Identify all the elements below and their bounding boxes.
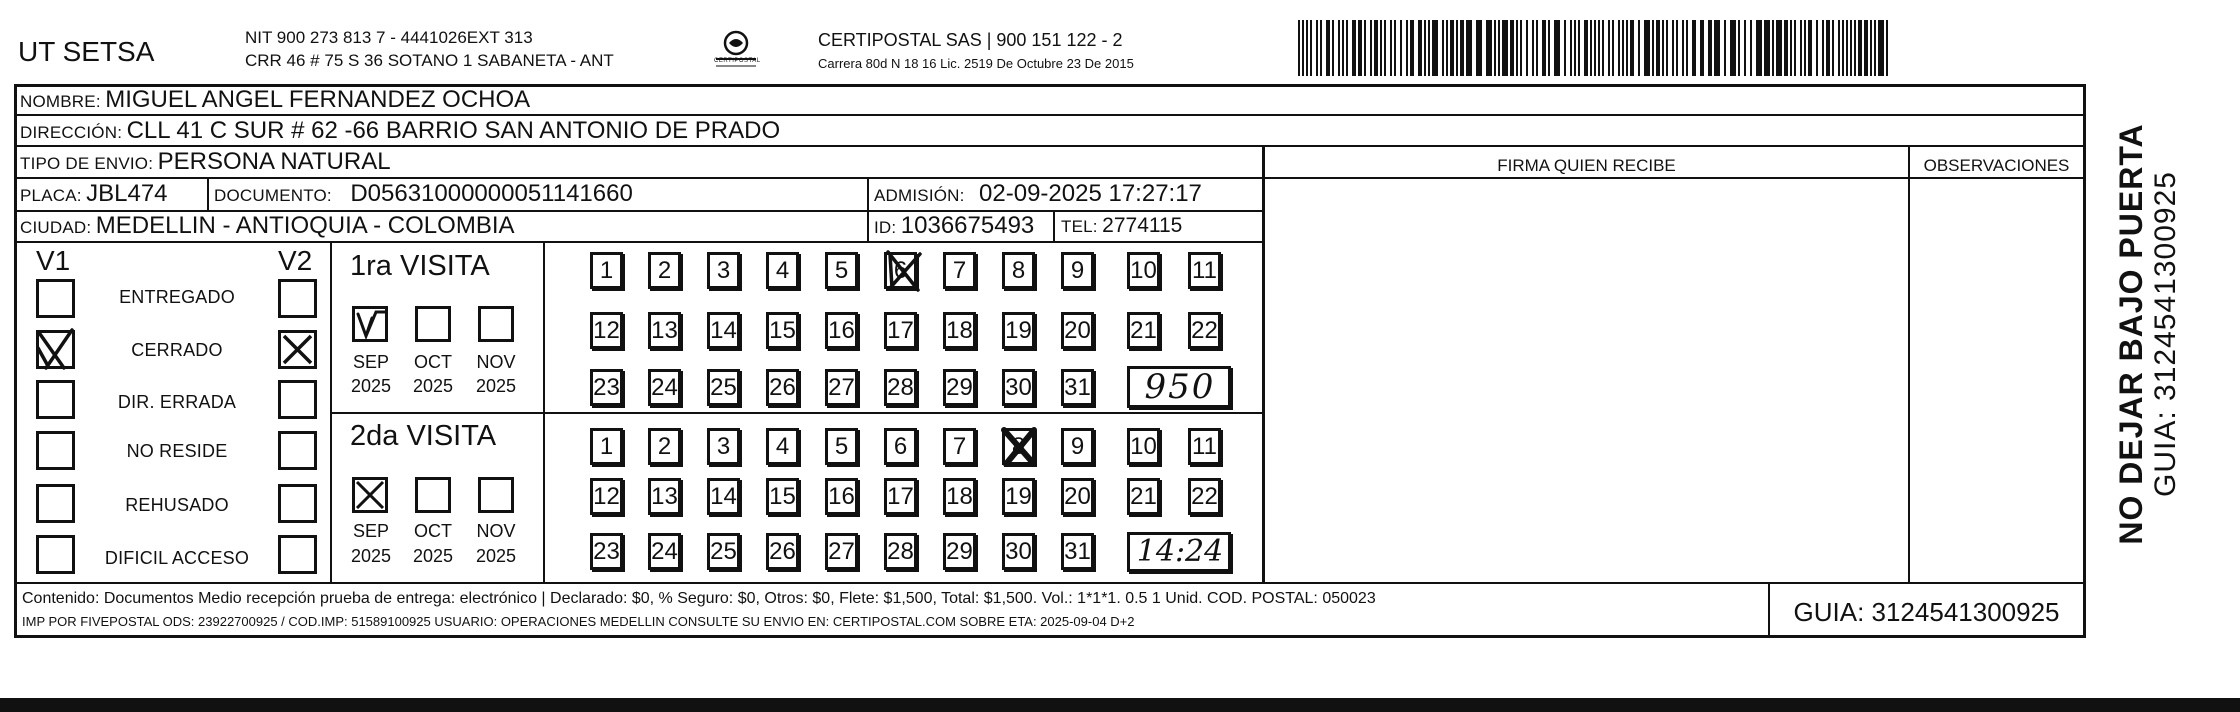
nombre-label: NOMBRE: [20,92,101,111]
placa-label: PLACA: [20,186,82,205]
barcode [1298,20,1894,78]
bottom-edge-band [0,698,2240,712]
visit-2-day-29[interactable]: 29 [943,533,976,570]
visit-1-sep-mark [352,306,392,344]
visit-1-day-4[interactable]: 4 [766,252,799,289]
tel-label: TEL: [1061,217,1098,236]
visit-1-day-13[interactable]: 13 [648,312,681,349]
visit-1-day-8[interactable]: 8 [1002,252,1035,289]
visit-2-day-15[interactable]: 15 [766,478,799,515]
visit-1-month-oct: OCT [414,352,452,372]
visit-1-day-22[interactable]: 22 [1188,312,1221,349]
admision-field [874,180,1202,208]
v2-cerrado-mark [278,330,317,369]
visit-1-day-3[interactable]: 3 [707,252,740,289]
visit-2-day-9[interactable]: 9 [1061,428,1094,465]
visit-2-day-4[interactable]: 4 [766,428,799,465]
visit-1-title: 1ra VISITA [350,250,490,282]
visit-1-year-nov: 2025 [475,376,517,396]
shipment-type: PERSONA NATURAL [157,148,391,175]
certipostal-logo [706,26,766,72]
visit-2-day-16[interactable]: 16 [825,478,858,515]
v1-label: V1 [36,245,71,276]
visit-2-month-sep: SEP [352,521,390,541]
visit-2-day-10[interactable]: 10 [1127,428,1160,465]
visit-2-day-31[interactable]: 31 [1061,533,1094,570]
visit-2-month-nov: NOV [476,521,516,541]
visit-2-day-26[interactable]: 26 [766,533,799,570]
v2-dir-errada-checkbox[interactable] [278,380,317,419]
visit-1-month-nov: NOV [476,352,516,372]
visit-2-time-box[interactable] [1127,532,1231,572]
visit-2-year-sep: 2025 [350,546,392,566]
status-entregado: ENTREGADO [119,287,235,307]
visit-2-day-20[interactable]: 20 [1061,478,1094,515]
documento-label: DOCUMENTO: [214,186,332,205]
nombre-row [20,86,530,114]
visit-1-day-2[interactable]: 2 [648,252,681,289]
sender-address: CRR 46 # 75 S 36 SOTANO 1 SABANETA - ANT [245,51,614,70]
status-rehusado: REHUSADO [125,495,229,515]
visit-2-day-13[interactable]: 13 [648,478,681,515]
visit-1-day-17[interactable]: 17 [884,312,917,349]
visit-1-month-sep: SEP [352,352,390,372]
v2-dificil-acceso-checkbox[interactable] [278,535,317,574]
visit-1-day-6-mark [882,248,926,294]
visit-2-day-19[interactable]: 19 [1002,478,1035,515]
visit-2-day-28[interactable]: 28 [884,533,917,570]
visit-2-day-27[interactable]: 27 [825,533,858,570]
contenido-line: Contenido: Documentos Medio recepción prueba de entrega: electrónico | Declarado: $0, % Seguro: $0, Otros: $0, Flete: $1,500, Total: $1,500. Vol.: 1*1*1. 0.5 1 Unid. COD. POSTAL: 050023 [22,590,1376,607]
visit-1-day-31[interactable]: 31 [1061,369,1094,406]
side-notice [2088,104,2208,564]
recipient-address: CLL 41 C SUR # 62 -66 BARRIO SAN ANTONIO DE PRADO [126,117,781,144]
visit-1-oct-checkbox[interactable] [415,306,451,342]
status-dificil-acceso: DIFICIL ACCESO [104,548,250,568]
id-field [874,212,1034,240]
visit-1-time-box[interactable] [1127,366,1231,408]
visit-2-oct-checkbox[interactable] [415,477,451,513]
visit-2-day-18[interactable]: 18 [943,478,976,515]
visit-1-day-9[interactable]: 9 [1061,252,1094,289]
firma-header: FIRMA QUIEN RECIBE [1497,156,1676,175]
visit-1-day-28[interactable]: 28 [884,369,917,406]
direccion-row [20,117,780,145]
v1-dir-errada-checkbox[interactable] [36,380,75,419]
visit-1-day-11[interactable]: 11 [1188,252,1221,289]
direccion-label: DIRECCIÓN: [20,123,123,142]
certipostal-line-2: Carrera 80d N 18 16 Lic. 2519 De Octubre 23 De 2015 [818,56,1134,71]
visit-1-day-20[interactable]: 20 [1061,312,1094,349]
admision-label: ADMISIÓN: [874,186,965,205]
visit-1-day-5[interactable]: 5 [825,252,858,289]
status-dir-errada: DIR. ERRADA [117,392,237,412]
v1-entregado-checkbox[interactable] [36,279,75,318]
visit-1-day-23[interactable]: 23 [590,369,623,406]
tel-field [1061,214,1182,238]
visit-2-title: 2da VISITA [350,420,497,452]
ciudad-label: CIUDAD: [20,218,92,237]
visit-1-day-18[interactable]: 18 [943,312,976,349]
nit-line: NIT 900 273 813 7 - 4441026EXT 313 [245,28,533,47]
visit-2-day-22[interactable]: 22 [1188,478,1221,515]
visit-2-year-nov: 2025 [475,546,517,566]
v2-label: V2 [278,245,313,276]
id-label: ID: [874,218,897,237]
visit-1-day-15[interactable]: 15 [766,312,799,349]
company-name: UT SETSA [18,36,155,67]
visit-1-day-21[interactable]: 21 [1127,312,1160,349]
visit-2-day-5[interactable]: 5 [825,428,858,465]
tipo-row [20,148,391,176]
recipient-name: MIGUEL ANGEL FERNANDEZ OCHOA [105,86,531,113]
visit-2-day-2[interactable]: 2 [648,428,681,465]
admission-value: 02-09-2025 17:27:17 [979,180,1202,207]
id-value: 1036675493 [900,212,1035,239]
plate-value: JBL474 [86,180,168,207]
visit-2-day-23[interactable]: 23 [590,533,623,570]
visit-1-day-7[interactable]: 7 [943,252,976,289]
placa-field [20,180,168,208]
visit-2-day-8[interactable]: 8 [1002,428,1035,465]
visit-2-day-14[interactable]: 14 [707,478,740,515]
v1-dificil-acceso-checkbox[interactable] [36,535,75,574]
visit-2-handwritten-time: 14:24 [1136,534,1224,569]
visit-2-day-11[interactable]: 11 [1188,428,1221,465]
visit-1-day-10[interactable]: 10 [1127,252,1160,289]
visit-1-day-24[interactable]: 24 [648,369,681,406]
v1-no-reside-checkbox[interactable] [36,431,75,470]
visit-1-handwritten-time: 950 [1144,367,1216,407]
tel-value: 2774115 [1102,214,1183,237]
v2-rehusado-checkbox[interactable] [278,484,317,523]
visit-2-day-1[interactable]: 1 [590,428,623,465]
v2-no-reside-checkbox[interactable] [278,431,317,470]
certipostal-line-1: CERTIPOSTAL SAS | 900 151 122 - 2 [818,30,1123,50]
status-no-reside: NO RESIDE [126,441,228,461]
visit-1-day-19[interactable]: 19 [1002,312,1035,349]
visit-2-sep-mark [352,477,388,513]
visit-1-day-29[interactable]: 29 [943,369,976,406]
visit-1-day-1[interactable]: 1 [590,252,623,289]
no-dejar-bajo-puerta: NO DEJAR BAJO PUERTA [2113,123,2149,545]
city-value: MEDELLIN - ANTIOQUIA - COLOMBIA [95,212,515,239]
logo-caption: CERTIPOSTAL [714,58,761,64]
visit-1-day-12[interactable]: 12 [590,312,623,349]
guia-footer: GUIA: 3124541300925 [1793,597,2060,627]
visit-2-day-17[interactable]: 17 [884,478,917,515]
visit-1-day-16[interactable]: 16 [825,312,858,349]
visit-2-day-24[interactable]: 24 [648,533,681,570]
visit-2-day-25[interactable]: 25 [707,533,740,570]
visit-1-day-27[interactable]: 27 [825,369,858,406]
visit-2-day-30[interactable]: 30 [1002,533,1035,570]
visit-1-day-25[interactable]: 25 [707,369,740,406]
imp-line: IMP POR FIVEPOSTAL ODS: 23922700925 / COD.IMP: 51589100925 USUARIO: OPERACIONES MEDELLIN CONSULTE SU ENVIO EN: CERTIPOSTAL.COM SOBRE ETA: 2025-09-04 D+2 [22,614,1135,629]
visit-2-year-oct: 2025 [412,546,454,566]
visit-2-day-6[interactable]: 6 [884,428,917,465]
visit-2-day-21[interactable]: 21 [1127,478,1160,515]
visit-2-month-oct: OCT [414,521,452,541]
visit-2-day-7[interactable]: 7 [943,428,976,465]
visit-1-day-14[interactable]: 14 [707,312,740,349]
visit-1-day-6[interactable]: 6 [884,252,917,289]
visit-1-nov-checkbox[interactable] [478,306,514,342]
visit-1-year-sep: 2025 [350,376,392,396]
ciudad-field [20,212,515,240]
status-cerrado: CERRADO [131,340,223,360]
v1-cerrado-mark [36,328,80,372]
document-value: D05631000000051141660 [350,180,633,207]
visit-1-year-oct: 2025 [412,376,454,396]
visit-1-day-30[interactable]: 30 [1002,369,1035,406]
documento-field [214,180,633,208]
side-guia: GUIA: 3124541300925 [2149,171,2182,497]
visit-2-nov-checkbox[interactable] [478,477,514,513]
visit-2-day-12[interactable]: 12 [590,478,623,515]
tipo-label: TIPO DE ENVIO: [20,154,154,173]
visit-2-day-3[interactable]: 3 [707,428,740,465]
visit-2-day-8-mark [1000,426,1040,468]
v1-rehusado-checkbox[interactable] [36,484,75,523]
observaciones-header: OBSERVACIONES [1923,156,2070,175]
visit-1-day-26[interactable]: 26 [766,369,799,406]
v2-entregado-checkbox[interactable] [278,279,317,318]
